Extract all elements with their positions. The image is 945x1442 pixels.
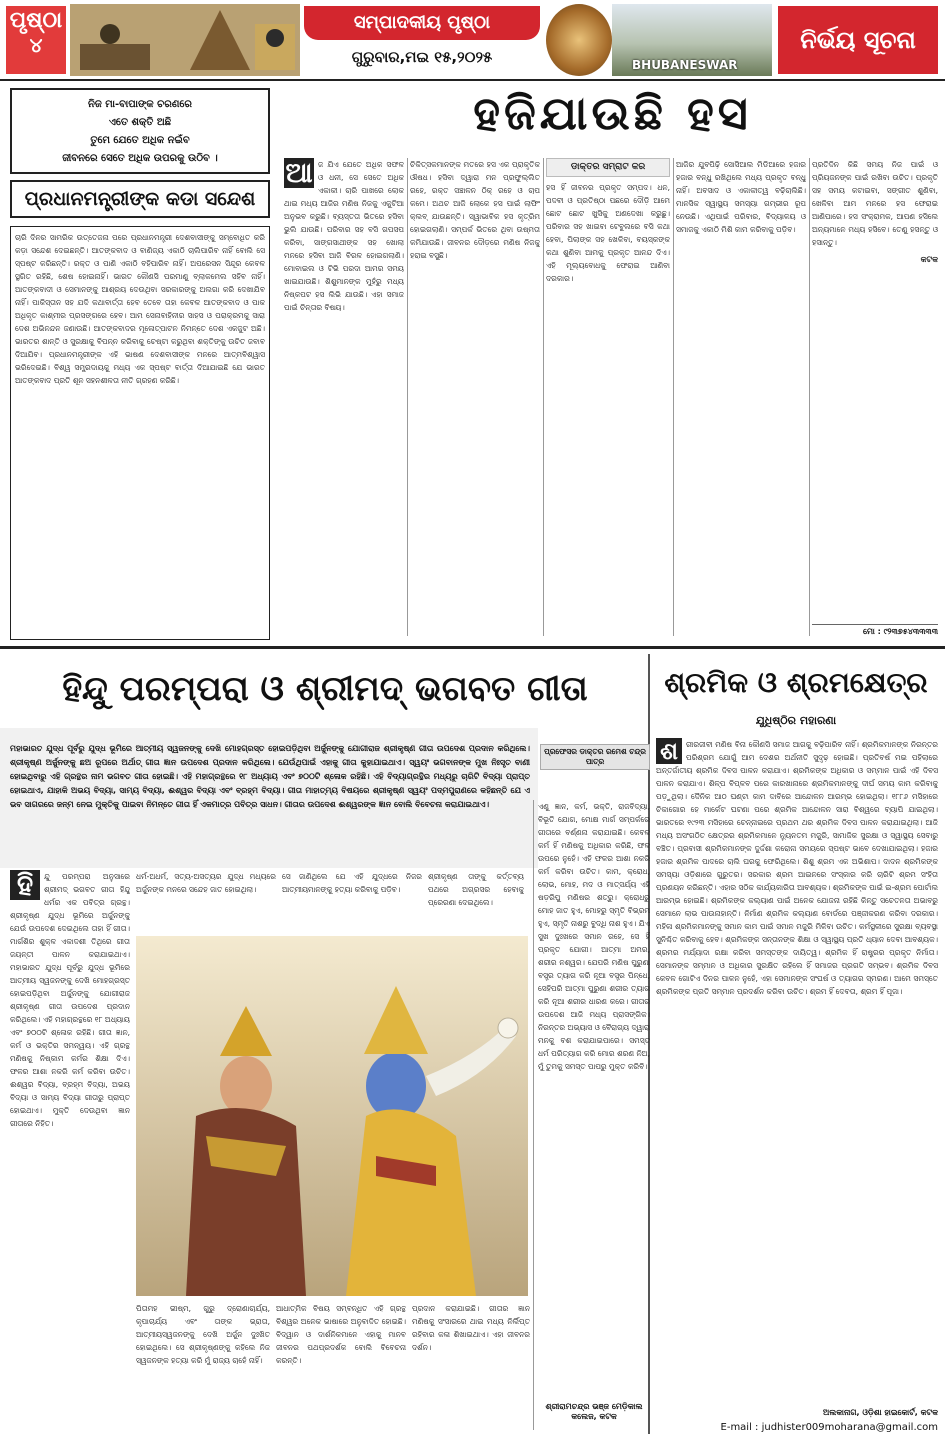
column-divider xyxy=(533,800,534,1430)
quote-line-1: ନିଜ ମା-ବାପାଙ୍କ ଚରଣରେ xyxy=(87,99,193,110)
editorial-headline: ହଜିଯାଉଛି ହସ xyxy=(473,86,752,140)
gita-column-2: ଧର୍ମ-ଅଧର୍ମ, ସତ୍ୟ-ଅସତ୍ୟର ଯୁଦ୍ଧ ମଧ୍ୟରେ ଅର୍ଜୁନଙ୍କ ମନରେ ସନ୍ଦେହ ଜାତ ହୋଇଥିଲା। xyxy=(136,872,276,894)
quote-line-3: ତୁମେ ଯେତେ ଅଧିକ ନଇଁବ xyxy=(90,135,190,146)
krishna-arjuna-image xyxy=(136,936,528,1296)
editorial-column-1 xyxy=(284,158,404,636)
shramik-byline: ଯୁଧିଷ୍ଠିର ମହାରଣା xyxy=(755,714,837,727)
krishna-arjuna-illustration xyxy=(136,936,528,1296)
shramik-dropcap: ଶ xyxy=(656,738,682,764)
shramik-text: ରୀରଜୀବୀ ମଣିଷ ବିନା କୌଣସି ସମାଜ ଆଗକୁ ବଢ଼ିପାରିବ ନାହିଁ। ଶ୍ରମିକମାନଙ୍କ ନିରନ୍ତର ପରିଶ୍ରମ ଯୋଗୁଁ ଆମ ଦେଶର ଅର୍ଥନୀତି ସୁଦୃଢ଼ ହୋଇଛି। ପ୍ରତିବର୍ଷ ମଇ ପହିଲାରେ ଅନ୍ତର୍ଜାତୀୟ ଶ୍ରମିକ ଦିବସ ପାଳନ କରାଯାଏ। ଶ୍ରମିକଙ୍କ ଅଧିକାର ଓ ସମ୍ମାନ ପାଇଁ ଏହି ଦିବସ ପାଳନ କରାଯାଏ। ଶିଳ୍ପ ବିପ୍ଳବ ପରେ କାରଖାନାରେ ଶ୍ରମିକମାନଙ୍କୁ ଦୀର୍ଘ ସମୟ କାମ କରିବାକୁ ପଡ଼ୁଥିଲା। ଦୈନିକ ଆଠ ଘଣ୍ଟା କାମ ଦାବିରେ ଆନ୍ଦୋଳନ ଆରମ୍ଭ ହୋଇଥିଲା। ୧୮୮୬ ମସିହାରେ ଚିକାଗୋର ହେ ମାର୍କେଟ ଘଟଣା ପରେ ଶ୍ରମିକ ଆନ୍ଦୋଳନ ସାରା ବିଶ୍ୱରେ ବ୍ୟାପି ଯାଇଥିଲା। ଭାରତରେ ୧୯୨୩ ମସିହାରେ ଚେନ୍ନାଇରେ ପ୍ରଥମ ଥର ଶ୍ରମିକ ଦିବସ ପାଳନ କରାଯାଇଥିଲା। ଆଜି ମଧ୍ୟ ଅସଂଗଠିତ କ୍ଷେତ୍ରର ଶ୍ରମିକମାନେ ନ୍ୟୁନତମ ମଜୁରି, ସାମାଜିକ ସୁରକ୍ଷା ଓ ସ୍ୱାସ୍ଥ୍ୟ ସେବାରୁ ବଞ୍ଚିତ। ପ୍ରବାସୀ ଶ୍ରମିକମାନଙ୍କ ଦୁର୍ଦ୍ଦଶା କରୋନା ସମୟରେ ସ୍ପଷ୍ଟ ଭାବେ ଦେଖାଯାଇଥିଲା। ହଜାର ହଜାର ଶ୍ରମିକ ପାଦରେ ଚାଲି ଘରକୁ ଫେରିଥିଲେ। ଶିଶୁ ଶ୍ରମ ଏକ ଅଭିଶାପ। ଦାଦନ ଶ୍ରମିକଙ୍କ ସମସ୍ୟା ଓଡ଼ିଶାରେ ଗୁରୁତର। ସରକାର ଶ୍ରମ ଆଇନରେ ସଂସ୍କାର କରି ଚାରିଟି ଶ୍ରମ ସଂହିତା ପ୍ରଣୟନ କରିଛନ୍ତି। ଏହାର ସଠିକ କାର୍ଯ୍ୟକାରିତା ଆବଶ୍ୟକ। ଶ୍ରମିକଙ୍କ ପାଇଁ ଇ-ଶ୍ରମ ପୋର୍ଟାଲ ଆରମ୍ଭ ହୋଇଛି। ଶ୍ରମିକଙ୍କ କଲ୍ୟାଣ ପାଇଁ ଅନେକ ଯୋଜନା ରହିଛି କିନ୍ତୁ ସଚେତନତା ଅଭାବରୁ ସେମାନେ ଲାଭ ପାଉନାହାନ୍ତି। ନିର୍ମାଣ ଶ୍ରମିକ କଲ୍ୟାଣ ବୋର୍ଡରେ ପଞ୍ଜୀକରଣ କରିବା ଦରକାର। ମହିଳା ଶ୍ରମିକମାନଙ୍କୁ ସମାନ କାମ ପାଇଁ ସମାନ ମଜୁରି ମିଳିବା ଉଚିତ। କର୍ମସ୍ଥଳୀରେ ସୁରକ୍ଷା ବ୍ୟବସ୍ଥା ସୁନିଶ୍ଚିତ କରିବାକୁ ହେବ। ଶ୍ରମିକଙ୍କ ସନ୍ତାନଙ୍କ ଶିକ୍ଷା ଓ ସ୍ୱାସ୍ଥ୍ୟ ପ୍ରତି ଧ୍ୟାନ ଦେବା ଆବଶ୍ୟକ। ଶ୍ରମର ମର୍ଯ୍ୟାଦା ରକ୍ଷା କରିବା ସମସ୍ତଙ୍କ ଦାୟିତ୍ୱ। ଶ୍ରମିକ ହିଁ ରାଷ୍ଟ୍ରର ପ୍ରକୃତ ନିର୍ମାତା। ସେମାନଙ୍କ ସମ୍ମାନ ଓ ଅଧିକାର ସୁରକ୍ଷିତ ରହିଲେ ହିଁ ସମାଜର ପ୍ରଗତି ସମ୍ଭବ। ଶ୍ରମିକ ଦିବସ କେବଳ ଗୋଟିଏ ଦିନର ପାଳନ ନୁହେଁ, ଏହା ସେମାନଙ୍କ ସଂଘର୍ଷ ଓ ତ୍ୟାଗର ସ୍ମରଣ। ଆମେ ସମସ୍ତେ ଶ୍ରମିକଙ୍କ ପ୍ରତି ସମ୍ମାନ ପ୍ରଦର୍ଶନ କରିବା ଉଚିତ। ଶ୍ରମ ହିଁ ଦେବତା, ଶ୍ରମ ହିଁ ପୂଜା। xyxy=(656,740,938,996)
section-rule xyxy=(0,646,945,649)
gita-col1-text: ନ୍ଦୁ ପରମ୍ପରା ଅନୁସାରେ ଶ୍ରୀମଦ୍ ଭଗବତ ଗୀତା ହିନ୍ଦୁ ଧର୍ମର ଏକ ପବିତ୍ର ଗ୍ରନ୍ଥ। ଶ୍ରୀକୃଷ୍ଣ ଯୁଦ୍ଧ ଭୂମିରେ ଅର୍ଜୁନଙ୍କୁ ଯେଉଁ ଉପଦେଶ ଦେଇଥିଲେ ତାହା ହିଁ ଗୀତା। ମାର୍ଗଶିର ଶୁକ୍ଳ ଏକାଦଶୀ ତିଥିରେ ଗୀତା ଜୟନ୍ତୀ ପାଳନ କରାଯାଇଥାଏ। ମହାଭାରତ ଯୁଦ୍ଧ ପୂର୍ବରୁ ଯୁଦ୍ଧ ଭୂମିରେ ଆତ୍ମୀୟ ସ୍ୱଜନଙ୍କୁ ଦେଖି ମୋହଗ୍ରସ୍ତ ହୋଇପଡ଼ିଥିବା ଅର୍ଜୁନଙ୍କୁ ଯୋଗୀରାଜ ଶ୍ରୀକୃଷ୍ଣ ଗୀତା ଉପଦେଶ ପ୍ରଦାନ କରିଥିଲେ। ଏହି ମହାଗ୍ରନ୍ଥରେ ୧୮ ଅଧ୍ୟାୟ ଏବଂ ୭୦୦ଟି ଶ୍ଳୋକ ରହିଛି। ଗୀତା ଜ୍ଞାନ, କର୍ମ ଓ ଭକ୍ତିର ସମନ୍ୱୟ। ଏହି ଗ୍ରନ୍ଥ ମଣିଷକୁ ନିଷ୍କାମ କର୍ମର ଶିକ୍ଷା ଦିଏ। ଫଳର ଆଶା ନକରି କର୍ମ କରିବା ଉଚିତ। ଈଶ୍ୱର ବିଦ୍ୟା, ବ୍ରହ୍ମ ବିଦ୍ୟା, ଅଭୟ ବିଦ୍ୟା ଓ ସାମ୍ୟ ବିଦ୍ୟା ଗୀତାରୁ ପ୍ରାପ୍ତ ହୋଇଥାଏ। ମୁକ୍ତି ଦେଉଥିବା ଜ୍ଞାନ ଗୀତାରେ ନିହିତ। xyxy=(10,872,130,1128)
editorial-signature: କଟକ xyxy=(920,255,938,264)
masthead-food-photo xyxy=(546,4,612,76)
issue-date: ଗୁରୁବାର,ମଇ ୧୫,୨୦୨୫ xyxy=(351,48,493,66)
gita-signature xyxy=(538,1402,650,1422)
editorial-col1-text: ଜ ଯିଏ ଯେତେ ଅଧିକ ସଫଳ ଓ ଧନୀ, ସେ ସେତେ ଅଧିକ ଏକାକୀ। ଚାରି ପାଖରେ ଲୋକ ଥାଇ ମଧ୍ୟ ଆଜିର ମଣିଷ ନିଜକୁ ଏକୁଟିଆ ଅନୁଭବ କରୁଛି। ବ୍ୟସ୍ତତା ଭିତରେ ହସିବା ଭୁଲି ଯାଉଛି। ପରିବାର ସହ ବସି ଗପସପ କରିବା, ସାଙ୍ଗସାଥୀଙ୍କ ସହ ଖୋଲା ମନରେ ହସିବା ଆଜି ବିରଳ ହୋଇଗଲାଣି। ମୋବାଇଲ ଓ ଟିଭି ପରଦା ଆମର ସମୟ ଖାଇଯାଉଛି। ଶିଶୁମାନଙ୍କ ମୁହଁରୁ ମଧ୍ୟ ନିଷ୍କପଟ ହସ ଲିଭି ଯାଉଛି। ଏହା ସମାଜ ପାଇଁ ଚିନ୍ତାର ବିଷୟ। xyxy=(284,160,404,312)
city-caption: BHUBANESWAR xyxy=(632,58,738,72)
gita-headline: ହିନ୍ଦୁ ପରମ୍ପରା ଓ ଶ୍ରୀମଦ୍ ଭଗବତ ଗୀତା xyxy=(62,669,588,709)
quote-line-2: ଏତେ ଶକ୍ତି ଅଛି xyxy=(108,117,172,128)
masthead-rule xyxy=(0,79,945,81)
editorial-phone: ମୋ : ୯୨୩୭୫୪୩୩୩୩ xyxy=(812,624,938,637)
gita-lead: ମହାଭାରତ ଯୁଦ୍ଧ ପୂର୍ବରୁ ଯୁଦ୍ଧ ଭୂମିରେ ଆତ୍ମୀୟ ସ୍ୱଜନଙ୍କୁ ଦେଖି ମୋହଗ୍ରସ୍ତ ହୋଇପଡ଼ିଥିବା ଅର୍ଜୁନଙ୍କୁ ଯୋଗୀରାଜ ଶ୍ରୀକୃଷ୍ଣ ଗୀତା ଉପଦେଶ ପ୍ରଦାନ କରିଥିଲେ। ଶ୍ରୀକୃଷ୍ଣ ଅର୍ଜୁନଙ୍କୁ ଛଅ ରୂପରେ ଅର୍ଥାତ୍ ଗୀତା ଜ୍ଞାନ ଉପଦେଶ ପ୍ରଦାନ କରିଥିଲେ। ଯେଉଁଥିପାଇଁ ଏହାକୁ ଗୀତା କୁହାଯାଇଥାଏ। ସ୍ୱୟଂ ଭଗବାନଙ୍କ ମୁଖ ନିଃସୃତ ବାଣୀ ହୋଇଥିବାରୁ ଏହି ଗ୍ରନ୍ଥର ନାମ ଭଗବତ ଗୀତା ହୋଇଛି। ଏହି ମହାଗ୍ରନ୍ଥରେ ୧୮ ଅଧ୍ୟାୟ ଏବଂ ୭୦୦ଟି ଶ୍ଳୋକ ରହିଛି। ଏହି ବିଦ୍ୟାଗ୍ରନ୍ଥିର ମଧ୍ୟରୁ ଚାରିଟି ବିଦ୍ୟା ପ୍ରାପ୍ତ ହୋଇଥାଏ, ଯାହାକି ଅଭୟ ବିଦ୍ୟା, ସାମ୍ୟ ବିଦ୍ୟା, ଈଶ୍ୱର ବିଦ୍ୟା ଏବଂ ବ୍ରହ୍ମ ବିଦ୍ୟା। ଗୀତା ମାହାତ୍ମ୍ୟ ବିଷୟରେ ଶ୍ରୀକୃଷ୍ଣ ସ୍ୱୟଂ ପଦ୍ମପୁରାଣରେ କହିଛନ୍ତି ଯେ ଏ ଭବ ସାଗରରେ ଜନ୍ମ ନେଇ ମୁକ୍ତିକୁ ପାଇବା ନିମନ୍ତେ ଗୀତା ହିଁ ଏକମାତ୍ର ପବିତ୍ର ସାଧନ। ଗୀତାର ଉପଦେଶ ଈଶ୍ୱରଙ୍କ ଜ୍ଞାନ ବୋଲି ବିବେଚନା କରାଯାଇଥାଏ। xyxy=(10,744,530,809)
column-divider xyxy=(809,158,810,636)
page-number-badge xyxy=(6,6,66,74)
section-title: ସମ୍ପାଦକୀୟ ପୃଷ୍ଠା xyxy=(304,6,540,40)
editorial-dropcap: ଆ xyxy=(285,158,313,189)
editorial-col5-text: ପ୍ରତିଦିନ କିଛି ସମୟ ନିଜ ପାଇଁ ଓ ପ୍ରିୟଜନଙ୍କ ପାଇଁ ରଖିବା ଉଚିତ। ପ୍ରକୃତି ସହ ସମୟ କଟାଇବା, ସଙ୍ଗୀତ ଶୁଣିବା, ଖେଳିବା ଆମ ମନରେ ହସ ଫେରାଇ ଆଣିପାରେ। ହସ ସଂକ୍ରାମକ, ଆପଣ ହସିଲେ ଅନ୍ୟମାନେ ମଧ୍ୟ ହସିବେ। ତେଣୁ ହସନ୍ତୁ ଓ ହସାନ୍ତୁ। xyxy=(812,160,938,247)
temple-illustration xyxy=(70,4,300,76)
quote-box xyxy=(10,88,270,174)
masthead-center xyxy=(304,6,540,74)
shramik-body xyxy=(656,738,938,1410)
page-number: ୪ xyxy=(29,33,43,57)
gita-column-5: ଏଣୁ ଜ୍ଞାନ, କର୍ମ, ଭକ୍ତି, ରାଜବିଦ୍ୟା, ବିଭୂତି ଯୋଗ, ମୋକ୍ଷ ମାର୍ଗ ସମ୍ପର୍କରେ ଗୀତାରେ ବର୍ଣ୍ଣନା କରାଯାଇଛି। କେବଳ କର୍ମ ହିଁ ମଣିଷକୁ ଅଧିକାର କରିଛି, ଫଳ ଉପରେ ନୁହେଁ। ଏହି ଫଳର ଆଶା ନକରି କର୍ମ କରିବା ଉଚିତ। କାମ, କ୍ରୋଧ, ଲୋଭ, ମୋହ, ମଦ ଓ ମାତ୍ସର୍ଯ୍ୟ ଏହି ଷଡ଼ରିପୁ ମଣିଷର ଶତ୍ରୁ। କ୍ରୋଧରୁ ମୋହ ଜାତ ହୁଏ, ମୋହରୁ ସ୍ମୃତି ବିଭ୍ରମ ହୁଏ, ସ୍ମୃତି ନାଶରୁ ବୁଦ୍ଧି ନାଶ ହୁଏ। ଯିଏ ସୁଖ ଦୁଃଖରେ ସମାନ ରହେ, ସେ ହିଁ ପ୍ରକୃତ ଯୋଗୀ। ଆତ୍ମା ଅମର, ଶରୀର ନଶ୍ୱର। ଯେପରି ମଣିଷ ପୁରୁଣା ବସ୍ତ୍ର ତ୍ୟାଗ କରି ନୂଆ ବସ୍ତ୍ର ପିନ୍ଧେ, ସେହିପରି ଆତ୍ମା ପୁରୁଣା ଶରୀର ତ୍ୟାଗ କରି ନୂଆ ଶରୀର ଧାରଣ କରେ। ଗୀତାର ଉପଦେଶ ଆଜି ମଧ୍ୟ ପ୍ରାସଙ୍ଗିକ। ନିରନ୍ତର ଅଭ୍ୟାସ ଓ ବୈରାଗ୍ୟ ଦ୍ୱାରା ମନକୁ ବଶ କରାଯାଇପାରେ। ସମସ୍ତ ଧର୍ମ ପରିତ୍ୟାଗ କରି ମୋର ଶରଣ ନିଅ, ମୁଁ ତୁମକୁ ସମସ୍ତ ପାପରୁ ମୁକ୍ତ କରିବି। xyxy=(538,802,650,1071)
gita-bottom-column-2: ପିତାମହ ଭୀଷ୍ମ, ଗୁରୁ ଦ୍ରୋଣାଚାର୍ଯ୍ୟ, କୃପାଚାର୍ଯ୍ୟ ଏବଂ ତାଙ୍କ ଭ୍ରାତା, ଆତ୍ମୀୟସ୍ୱଜନଙ୍କୁ ଦେଖି ଅର୍ଜୁନ ଦୁଃଖିତ ହୋଇଥିଲେ। ସେ ଶ୍ରୀକୃଷ୍ଣଙ୍କୁ କହିଲେ ନିଜ ସ୍ୱଜନଙ୍କ ହତ୍ୟା କରି ମୁଁ ରାଜ୍ୟ ଚାହେଁ ନାହିଁ। xyxy=(136,1304,270,1365)
masthead-city-photo xyxy=(612,4,772,76)
editorial-column-2: ଚିକିତ୍ସକମାନଙ୍କ ମତରେ ହସ ଏକ ପ୍ରାକୃତିକ ଔଷଧ। ହସିବା ଦ୍ୱାରା ମନ ପ୍ରଫୁଲ୍ଲିତ ରହେ, ରକ୍ତ ସଞ୍ଚାଳନ ଠିକ୍ ରହେ ଓ ଚାପ କମେ। ଅଥଚ ଆଜି ଲୋକେ ହସ ପାଇଁ ଲାଫିଂ କ୍ଲବ୍ ଯାଉଛନ୍ତି। ସ୍ୱାଭାବିକ ହସ କୃତ୍ରିମ ହୋଇଗଲାଣି। ସମ୍ପର୍କ ଭିତରେ ଥିବା ଉଷ୍ମତା କମିଯାଉଛି। ଜୀବନର ଦୌଡ଼ରେ ମଣିଷ ନିଜକୁ ହରାଇ ବସୁଛି। xyxy=(410,160,540,260)
editorial-column-5 xyxy=(812,158,938,598)
gita-column-1 xyxy=(10,870,130,1430)
shramik-headline: ଶ୍ରମିକ ଓ ଶ୍ରମକ୍ଷେତ୍ର xyxy=(664,666,928,699)
pm-box-headline: ପ୍ରଧାନମନ୍ତ୍ରୀଙ୍କ କଡା ସନ୍ଦେଶ xyxy=(10,180,270,218)
editorial-byline: ଡାକ୍ତର ସମ୍ରାଟ କର xyxy=(546,158,670,177)
gita-bottom-column-3: ଆଧାତ୍ମିକ ବିଷୟ ସମ୍ବନ୍ଧିତ ଏହି ଗ୍ରନ୍ଥ ବିଶ୍ୱର ଅନେକ ଭାଷାରେ ଅନୁବାଦିତ ହୋଇଛି। ବିଦ୍ୱାନ ଓ ଦାର୍ଶନିକମାନେ ଏହାକୁ ମାନବ ଜୀବନର ପଥପ୍ରଦର୍ଶକ ବୋଲି ବିବେଚନା କରନ୍ତି। xyxy=(276,1304,406,1365)
gita-column-4: ଶ୍ରୀକୃଷ୍ଣ ତାଙ୍କୁ କର୍ତ୍ତବ୍ୟ ପଥରେ ଅଗ୍ରସର ହେବାକୁ ପ୍ରେରଣା ଦେଇଥିଲେ। xyxy=(428,872,524,907)
gita-byline: ପ୍ରଫେସର ଡାକ୍ତର ରମେଶ ଚନ୍ଦ୍ର ପାତ୍ର xyxy=(540,744,650,770)
shramik-email: E-mail : judhister009moharana@gmail.com xyxy=(720,1422,938,1433)
gita-column-3: ସେ ଜାଣିଥିଲେ ଯେ ଏହି ଯୁଦ୍ଧରେ ନିଜର ଆତ୍ମୀୟମାନଙ୍କୁ ହତ୍ୟା କରିବାକୁ ପଡ଼ିବ। xyxy=(282,872,422,894)
gita-signature-name: ଶ୍ରୀରାମଚନ୍ଦ୍ର ଭଞ୍ଜ ମେଡ଼ିକାଲ xyxy=(545,1402,643,1411)
paper-name: ନିର୍ଭୟ ସୂଚନା xyxy=(778,6,938,74)
gita-signature-place: କଲେଜ, କଟକ xyxy=(571,1412,617,1421)
pm-box-text: ଚାରି ଦିନର ସାମରିକ ଉତ୍ତେଜନା ପରେ ପ୍ରଧାନମନ୍ତ୍ରୀ ଦେଶବାସୀଙ୍କୁ ସମ୍ବୋଧିତ କରି କଡ଼ା ସନ୍ଦେଶ ଦେଇଛନ୍ତି। ଆତଙ୍କବାଦ ଓ ବାଣିଜ୍ୟ ଏକାଠି ଚାଲିପାରିବ ନାହିଁ ବୋଲି ସେ ସ୍ପଷ୍ଟ କରିଛନ୍ତି। ରକ୍ତ ଓ ପାଣି ଏକାଠି ବହିପାରିବ ନାହିଁ। ଅପରେସନ ସିନ୍ଦୂର କେବଳ ସ୍ଥଗିତ ରହିଛି, ଶେଷ ହୋଇନାହିଁ। ଭାରତ କୌଣସି ପରମାଣୁ ବ୍ଲାକମେଲ ସହିବ ନାହିଁ। ଆତଙ୍କବାଦୀ ଓ ସେମାନଙ୍କୁ ଆଶ୍ରୟ ଦେଉଥିବା ସରକାରଙ୍କୁ ଅଲଗା କରି ଦେଖାଯିବ ନାହିଁ। ପାକିସ୍ତାନ ସହ ଯଦି କଥାବାର୍ତ୍ତା ହେବ ତେବେ ତାହା କେବଳ ଆତଙ୍କବାଦ ଓ ପାକ ଅଧିକୃତ କାଶ୍ମୀର ପ୍ରସଙ୍ଗରେ ହେବ। ଆମ ସେନାବାହିନୀର ସାହସ ଓ ପରାକ୍ରମକୁ ସାରା ଦେଶ ଅଭିନନ୍ଦନ ଜଣାଉଛି। ଆତଙ୍କବାଦର ମୂଳୋତ୍ପାଟନ ନିମନ୍ତେ ଦେଶ ଏକଜୁଟ ଅଛି। ଭାରତର ଶାନ୍ତି ଓ ସୁରକ୍ଷାକୁ ବିପନ୍ନ କରିବାକୁ ଚେଷ୍ଟା କରୁଥିବା ଶକ୍ତିଙ୍କୁ ଉଚିତ ଜବାବ ଦିଆଯିବ। ପ୍ରଧାନମନ୍ତ୍ରୀଙ୍କ ଏହି ଭାଷଣ ଦେଶବାସୀଙ୍କ ମନରେ ଆତ୍ମବିଶ୍ୱାସ ଭରିଦେଇଛି। ବିଶ୍ୱ ସମ୍ପ୍ରଦାୟକୁ ମଧ୍ୟ ଏକ ସ୍ପଷ୍ଟ ବାର୍ତ୍ତା ଦିଆଯାଇଛି ଯେ ଭାରତ ଆତଙ୍କବାଦ ପ୍ରତି ଶୂନ ସହନଶୀଳତା ନୀତି ଗ୍ରହଣ କରିଛି। xyxy=(10,226,270,640)
column-divider xyxy=(407,158,408,636)
page-label: ପୃଷ୍ଠା xyxy=(9,8,63,33)
editorial-column-3 xyxy=(546,158,670,636)
masthead-temple-photo xyxy=(70,4,300,76)
editorial-col3-text: ହସ ହିଁ ଜୀବନର ପ୍ରକୃତ ସମ୍ପଦ। ଧନ, ପଦବୀ ଓ ପ୍ରତିଷ୍ଠା ପଛରେ ଦୌଡ଼ି ଆମେ ଛୋଟ ଛୋଟ ଖୁସିକୁ ଅଣଦେଖା କରୁଛୁ। ପରିବାର ସହ ଖାଇବା ଟେବୁଲରେ ବସି କଥା ହେବା, ପିଲାଙ୍କ ସହ ଖେଳିବା, ବୟସ୍କଙ୍କ କଥା ଶୁଣିବା ଆମକୁ ପ୍ରକୃତ ଆନନ୍ଦ ଦିଏ। ଏହି ମୂଲ୍ୟବୋଧକୁ ଫେରାଇ ଆଣିବା ଦରକାର। xyxy=(546,183,670,283)
editorial-column-4: ଆଜିର ଯୁବପିଢ଼ି ସୋସିଆଲ ମିଡିଆରେ ହଜାର ହଜାର ବନ୍ଧୁ ରଖିଥିଲେ ମଧ୍ୟ ପ୍ରକୃତ ବନ୍ଧୁ ନାହିଁ। ଅବସାଦ ଓ ଏକାକୀତ୍ୱ ବଢ଼ିଚାଲିଛି। ମାନସିକ ସ୍ୱାସ୍ଥ୍ୟ ସମସ୍ୟା ଗମ୍ଭୀର ରୂପ ନେଉଛି। ଏଥିପାଇଁ ପରିବାର, ବିଦ୍ୟାଳୟ ଓ ସମାଜକୁ ଏକାଠି ମିଶି କାମ କରିବାକୁ ପଡ଼ିବ। xyxy=(676,160,806,234)
gita-bottom-column-4: ପ୍ରଦାନ କରାଯାଇଛି। ଗୀତାର ଜ୍ଞାନ ମଣିଷକୁ ସଂସାରରେ ଥାଇ ମଧ୍ୟ ନିର୍ଲିପ୍ତ ରହିବାର କଳା ଶିଖାଇଥାଏ। ଏହା ଜୀବନର ଦର୍ଶନ। xyxy=(412,1304,530,1352)
column-divider xyxy=(543,158,544,636)
column-divider xyxy=(673,158,674,636)
masthead xyxy=(0,0,945,80)
shramik-address: ଅଲକାନାଗ, ଓଡ଼ିଶା ହାଇକୋର୍ଟ, କଟକ xyxy=(822,1408,938,1417)
gita-dropcap: ହି xyxy=(10,870,40,900)
quote-line-4: ଜୀବନରେ ସେତେ ଅଧିକ ଉପରକୁ ଉଠିବ । xyxy=(62,153,218,164)
